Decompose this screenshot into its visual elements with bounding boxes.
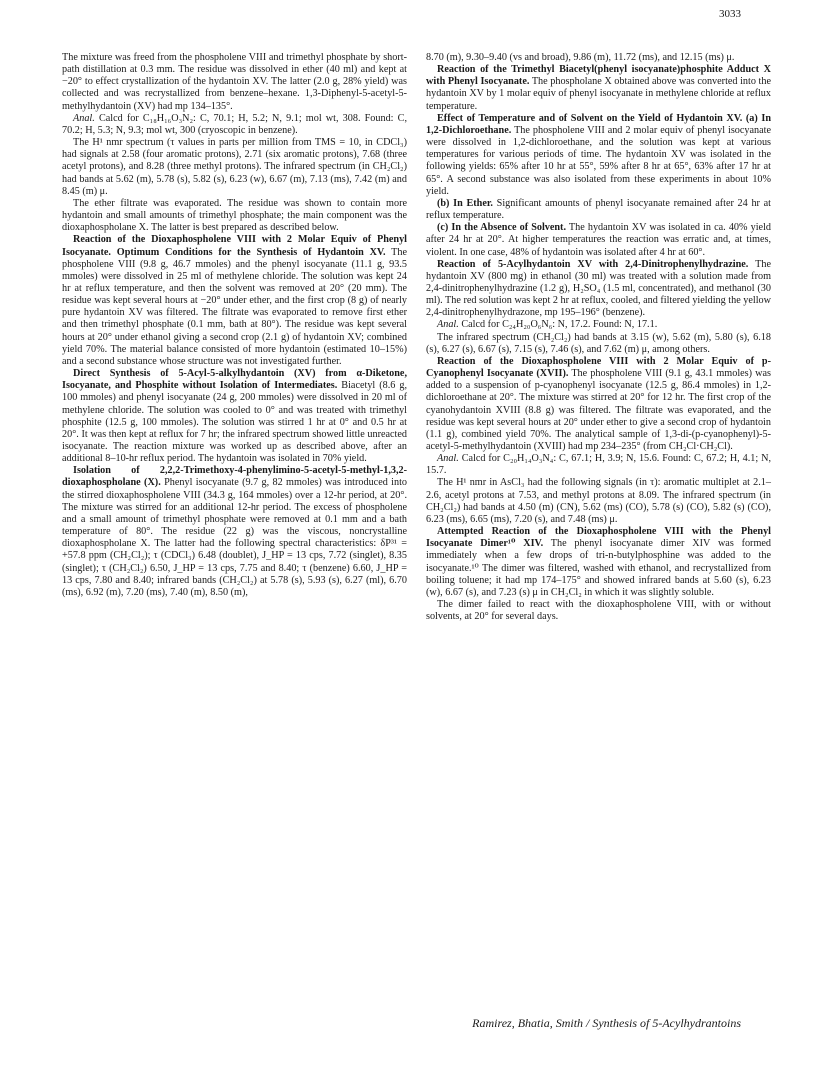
- paragraph: [426, 332, 771, 356]
- paragraph-text: The phospholene VIII (9.8 g, 46.7 mmoles) and the phenyl isocyanate (11.1 g, 93.5 mmoles) were dissolved in 25 ml of methylene chloride. The solution was kept 24 hr at reflux temperature, and then the solvent was removed at 20° (20 mm). The residue was kept several hours at −20° under ether, and the first crop (8 g) of nearly pure hydantoin XV was filtered. The filtrate was evaporated to remove first ether and then trimethyl phosphate (0.1 mm, bath at 80°). The residue was kept several hours at 20° under ethanol giving a second crop (2.1 g) of hydantoin XV; combined yield 70%. The material balance consisted of more hydantoin (estimated 10–15%) and a second substance whose structure was not investigated further.: [62, 246, 408, 367]
- paragraph: [426, 526, 771, 599]
- paragraph-text: Calcd for C₂₄H₂₀O₆N₆: N, 17.2. Found: N, 17.1.: [458, 319, 658, 331]
- paragraph: [426, 52, 771, 64]
- paragraph-text: 8.70 (m), 9.30–9.40 (vs and broad), 9.86 (m), 11.72 (ms), and 12.15 (ms) μ.: [426, 52, 735, 63]
- section-heading: Reaction of 5-Acylhydantoin XV with 2,4-Dinitrophenylhydrazine.: [437, 258, 749, 270]
- paragraph-text: The ether filtrate was evaporated. The residue was shown to contain more hydantoin and small amounts of trimethyl phosphate; the main component was the dioxaphospholane X. The latter is best prepared as described below.: [62, 197, 407, 234]
- paragraph-text: The infrared spectrum (CH₂Cl₂) had bands at 3.15 (w), 5.62 (m), 5.80 (s), 6.18 (s), 6.27 (s), 6.67 (s), 7.15 (s), 7.46 (s), and 7.62 (m) μ, among others.: [426, 331, 771, 355]
- section-heading: Reaction of the Trimethyl Biacetyl(phenyl isocyanate)phosphite Adduct X with Phenyl Isocyanate.: [426, 64, 771, 88]
- paragraph-text: The hydantoin XV was isolated in ca. 40% yield after 24 hr at 20°. At higher temperatures the reaction was erratic and, at times, violent. In one case, 48% of hydantoin was isolated after 4 hr at 60°.: [426, 222, 771, 258]
- section-heading: Effect of Temperature and of Solvent on the Yield of Hydantoin XV. (a) In 1,2-Dichloroethane.: [426, 112, 771, 136]
- paragraph-text: Calcd for C₁₈H₁₆O₃N₂: C, 70.1; H, 5.2; N, 9.1; mol wt, 308. Found: C, 70.2; H, 5.3; N, 9.3; mol wt, 300 (cryoscopic in benzene).: [62, 112, 407, 136]
- section-heading: (c) In the Absence of Solvent.: [437, 222, 566, 234]
- paragraph-text: The mixture was freed from the phospholene VIII and trimethyl phosphate by short-path distillation at 0.3 mm. The residue was dissolved in ether (40 ml) and kept at −20° to effect crystallization of the hydantoin XV. The latter (2.0 g, 28% yield) was collected and was recrystallized from benzene–hexane. 1,3-Diphenyl-5-acetyl-5-methylhydantoin (XV) had mp 134–135°.: [62, 52, 407, 112]
- paragraph-text: Significant amounts of phenyl isocyanate remained after 24 hr at reflux temperature.: [426, 197, 771, 222]
- paragraph-text: The hydantoin XV (800 mg) in ethanol (30 ml) was treated with a solution made from 2,4-dinitrophenylhydrazine (1.2 g), H₂SO₄ (1.5 ml, concentrated), and methanol (30 ml). The red solution was kept 2 hr at reflux, cooled, and filtered yielding the yellow 2,4-dinitrophenylhydrazone, mp 195–196° (benzene).: [426, 258, 772, 319]
- paragraph: [426, 356, 771, 453]
- paragraph: [62, 52, 407, 113]
- section-heading: Reaction of the Dioxaphospholene VIII with 2 Molar Equiv of Phenyl Isocyanate. Optimum Conditions for the Synthesis of Hydantoin XV.: [62, 234, 407, 258]
- right-column: [426, 52, 771, 623]
- paragraph: [426, 599, 771, 623]
- section-heading: Attempted Reaction of the Dioxaphospholene VIII with the Phenyl Isocyanate Dimer¹⁰ XIV.: [426, 526, 771, 550]
- section-heading: Reaction of the Dioxaphospholene VIII with 2 Molar Equiv of p-Cyanophenyl Isocyanate (XVII).: [426, 355, 771, 380]
- paragraph: [62, 113, 407, 137]
- paragraph-text: The phenyl isocyanate dimer XIV was formed immediately when a few drops of tri-n-butylphosphine was added to the isocyanate.¹⁰ The dimer was filtered, washed with ethanol, and recrystallized from boiling toluene; it had mp 174–175° and showed infrared bands at 5.60 (s), 6.23 (w), 6.67 (s), and 7.23 (s) μ in CH₂Cl₂ in which it was slightly soluble.: [426, 538, 771, 598]
- section-heading: Direct Synthesis of 5-Acyl-5-alkylhydantoin (XV) from α-Diketone, Isocyanate, and Phosphite without Isolation of Intermediates.: [62, 368, 407, 392]
- paragraph-text: The phospholene VIII (9.1 g, 43.1 mmoles) was added to a suspension of p-cyanophenyl isocyanate (12.5 g, 86.4 mmoles) in 1,2-dichloroethane at 20°. The mixture was stirred at 20° for 12 hr. The first crop of the cyanohydantoin XVIII (8.8 g) was filtered. The filtrate was evaporated, and the residue was kept several hours at 20° under ether to give a second crop of hydantoin (1.1 g), combined yield 70%. The analytical sample of 1,3-di-(p-cyanophenyl)-5-acetyl-5-methylhydantoin (XVIII) had mp 234–235° (from CH₂Cl·CH₂Cl).: [426, 368, 771, 452]
- paragraph-heading: Anal.: [437, 453, 459, 465]
- paragraph: [426, 113, 771, 198]
- paragraph-text: Calcd for C₂₀H₁₄O₃N₄: C, 67.1; H, 3.9; N, 15.6. Found: C, 67.2; H, 4.1; N, 15.7.: [426, 453, 771, 477]
- paragraph-text: The dimer failed to react with the dioxaphospholene VIII, with or without solvents, at 20° for several days.: [426, 599, 771, 623]
- left-column: [62, 52, 407, 599]
- paragraph: [426, 64, 771, 113]
- paragraph-heading: Anal.: [73, 112, 95, 124]
- paragraph-text: The phospholene VIII and 2 molar equiv of phenyl isocyanate were dissolved in 1,2-dichloroethane, and the solution was kept at various temperatures for various periods of time. The hydantoin XV was isolated in the following yields: 65% after 10 hr at 55°, 59% after 8 hr at 65°, 63% after 17 hr at 65°. A second substance was also isolated from these experiments in about 10% yield.: [426, 124, 771, 197]
- paragraph: [62, 234, 407, 368]
- paragraph: [426, 319, 771, 331]
- paragraph: [62, 465, 407, 599]
- running-footer: Ramirez, Bhatia, Smith / Synthesis of 5-Acylhydrantoins: [472, 1016, 741, 1030]
- paragraph-text: Phenyl isocyanate (9.7 g, 82 mmoles) was introduced into the stirred dioxaphospholene VIII (34.3 g, 164 mmoles) over a 12-hr period, at 20°. The mixture was stirred for an additional 12-hr period. The excess of phospholene and a small amount of trimethyl phosphate were removed at 0.1 mm and a bath temperature of 80°. The residue (22 g) was the viscous, noncrystalline dioxaphospholane X. The latter had the following spectral characteristics: δP³¹ = +57.8 ppm (CH₂Cl₂); τ (CDCl₃) 6.48 (doublet), J_HP = 13 cps, 7.72 (singlet), 8.35 (singlet); τ (CH₂Cl₂) 6.50, J_HP = 13 cps, 7.75 and 8.40; τ (benzene) 6.60, J_HP = 13 cps, 7.80 and 8.40; infrared bands (CH₂Cl₂) at 5.78 (s), 5.93 (s), 6.27 (ml), 6.70 (ms), 6.92 (m), 7.20 (ms), 7.40 (m), 8.50 (m),: [62, 477, 407, 598]
- paragraph-heading: Anal.: [437, 319, 459, 331]
- paragraph-text: Biacetyl (8.6 g, 100 mmoles) and phenyl isocyanate (24 g, 200 mmoles) were dissolved in 20 ml of methylene chloride. The solution was cooled to 0° and was treated with trimethyl phosphite (12.5 g, 100 mmoles). The solution was stirred 1 hr at 0° and 0.5 hr at 20°. It was then kept at reflux for 7 hr; the infrared spectrum showed little unreacted isocyanate. The reaction mixture was worked up as described above, after an additional 8–10-hr reflux period. The hydantoin was isolated in 70% yield.: [62, 380, 407, 465]
- page-number: 3033: [719, 8, 741, 20]
- paragraph-text: The phospholane X obtained above was converted into the hydantoin XV by 1 molar equiv of phenyl isocyanate in methylene chloride at reflux temperature.: [426, 76, 771, 112]
- paragraph: [426, 198, 771, 222]
- paragraph: [426, 259, 771, 320]
- paragraph: [426, 477, 771, 526]
- paragraph: [62, 198, 407, 234]
- paragraph: [426, 222, 771, 258]
- section-heading: Isolation of 2,2,2-Trimethoxy-4-phenylimino-5-acetyl-5-methyl-1,3,2-dioxaphospholane (X).: [62, 465, 407, 489]
- paragraph: [62, 137, 407, 198]
- paragraph-text: The H¹ nmr spectrum (τ values in parts per million from TMS = 10, in CDCl₃) had signals at 2.58 (four aromatic protons), 2.71 (six aromatic protons), 7.68 (three acetyl protons), and 8.28 (three methyl protons). The infrared spectrum (in CH₂Cl₂) had bands at 5.62 (m), 5.78 (s), 5.82 (s), 6.23 (w), 6.67 (m), 7.13 (ms), 7.42 (m) and 8.45 (m) μ.: [62, 137, 407, 197]
- section-heading: (b) In Ether.: [437, 197, 493, 209]
- paragraph: [426, 453, 771, 477]
- paragraph-text: The H¹ nmr in AsCl₃ had the following signals (in τ): aromatic multiplet at 2.1–2.6, acetyl protons at 7.53, and methyl protons at 8.09. The infrared spectrum (in CH₂Cl₂) had bands at 4.50 (m) (CN), 5.62 (ms) (CO), 5.78 (s) (CO), 5.82 (s) (CO), 6.23 (ms), 6.65 (ms), 7.20 (s), and 7.48 (ms) μ.: [426, 477, 771, 525]
- paragraph: [62, 368, 407, 465]
